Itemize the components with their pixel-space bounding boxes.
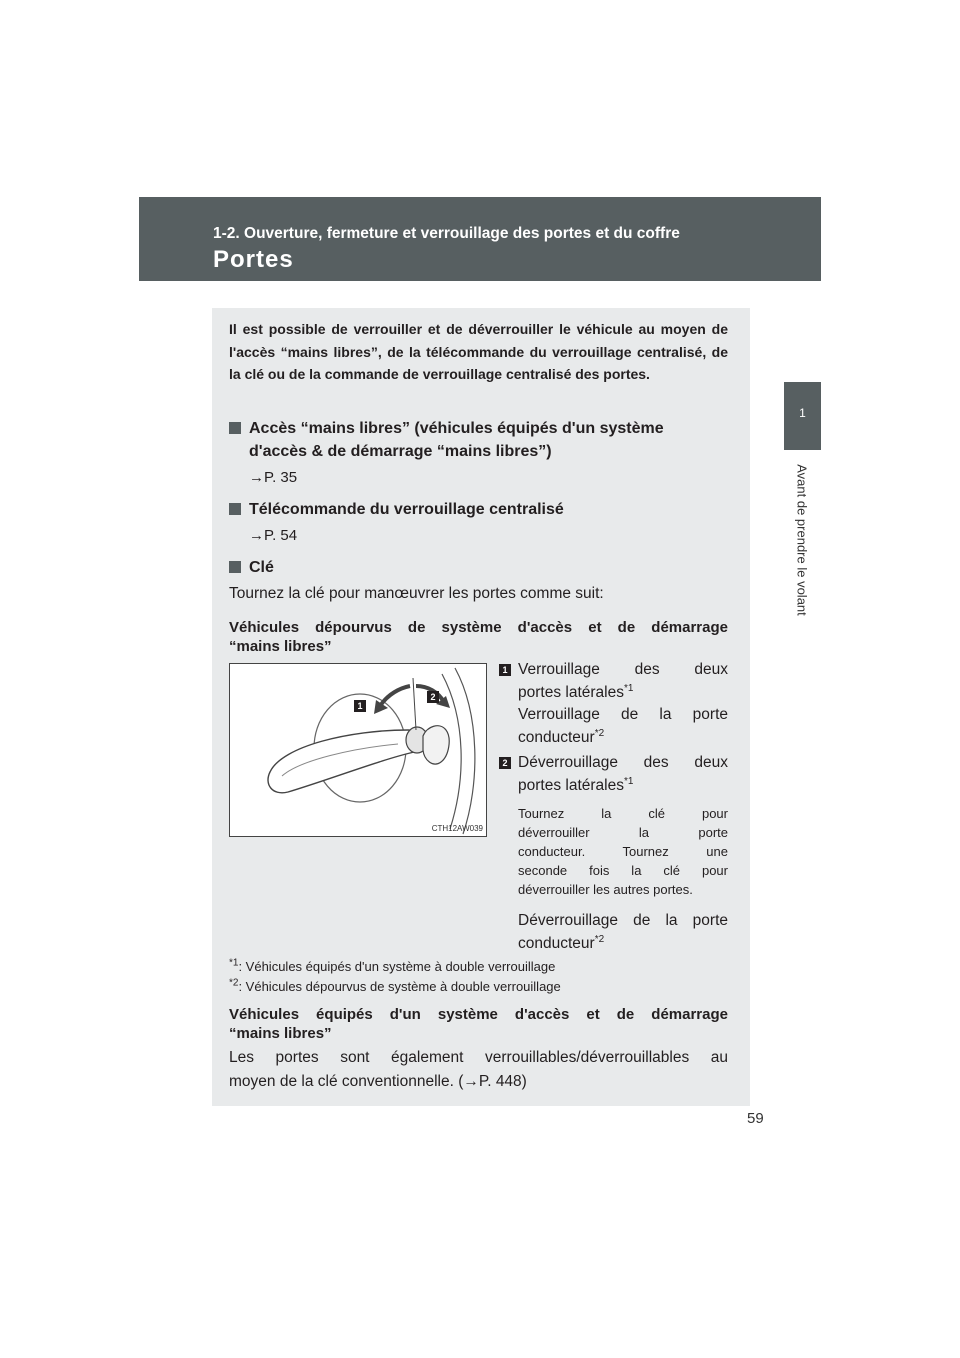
item2-a-line1: Déverrouillage des deux [518,754,728,771]
page-title: Portes [213,246,294,273]
item2-a-line2: portes latérales$^{*1}$ [518,775,634,794]
figure-badge-1: 1 [354,700,366,712]
note-line5: déverrouiller les autres portes. [518,882,693,897]
note-line1: Tournez la clé pour [518,806,728,821]
footnote-1: $^{*1}$: Véhicules équipés d'un système à double verrouillage [229,957,556,974]
item-badge-2: 2 [499,757,511,769]
item-badge-1: 1 [499,664,511,676]
subheading-depourvus: Véhicules dépourvus de système d'accès et de démarrage [229,619,728,636]
square-bullet-icon [229,561,241,573]
ref-mains-libres: →P. 35 [249,469,298,486]
chapter-label: Avant de prendre le volant [794,464,810,616]
chapter-number: 1 [799,406,806,420]
item1-b-line2: conducteur$^{*2}$ [518,727,605,746]
item1-b-line1: Verrouillage de la porte [518,706,728,723]
subheading-equipes: Véhicules équipés d'un système d'accès et de démarrage [229,1006,728,1023]
subheading-equipes-cont: “mains libres” [229,1025,332,1042]
page-number: 59 [747,1110,764,1127]
ref-telecommande: →P. 54 [249,527,298,544]
intro-paragraph: Il est possible de verrouiller et de déverrouiller le véhicule au moyen de l'accès “mains libres”, de la télécommande du verrouillage centralisé, de la clé ou de la commande de verrouillage centralisé des portes. [229,321,728,382]
figure-badge-2: 2 [427,691,439,703]
item1-a-line1: Verrouillage des deux [518,661,728,678]
key-figure [229,663,487,837]
note-line2: déverrouiller la porte [518,825,728,840]
equipes-text-line1: Les portes sont également verrouillables/déverrouillables au [229,1049,728,1066]
figure-code: CTH12AW039 [431,824,483,833]
chapter-tab [784,382,821,450]
section-subtitle: 1-2. Ouverture, fermeture et verrouillage des portes et du coffre [213,225,680,242]
footnote-2: $^{*2}$: Véhicules dépourvus de système à double verrouillage [229,977,561,994]
content-panel [212,308,750,1106]
door-handle-key-illustration [230,664,486,836]
item2-b-line1: Déverrouillage de la porte [518,912,728,929]
heading-telecommande: Télécommande du verrouillage centralisé [229,501,564,519]
note-line3: conducteur. Tournez une [518,844,728,859]
cle-text: Tournez la clé pour manœuvrer les portes comme suit: [229,585,604,602]
item1-a-line2: portes latérales$^{*1}$ [518,682,634,701]
equipes-text-line2: moyen de la clé conventionnelle. (→P. 448) [229,1073,527,1090]
square-bullet-icon [229,503,241,515]
subheading-depourvus-cont: “mains libres” [229,638,332,655]
square-bullet-icon [229,422,241,434]
note-line4: seconde fois la clé pour [518,863,728,878]
heading-mains-libres-cont: d'accès & de démarrage “mains libres”) [249,443,552,460]
section-header [139,197,821,281]
heading-cle: Clé [229,559,274,577]
item2-b-line2: conducteur$^{*2}$ [518,933,605,952]
heading-mains-libres: Accès “mains libres” (véhicules équipés d'un système [229,420,664,438]
